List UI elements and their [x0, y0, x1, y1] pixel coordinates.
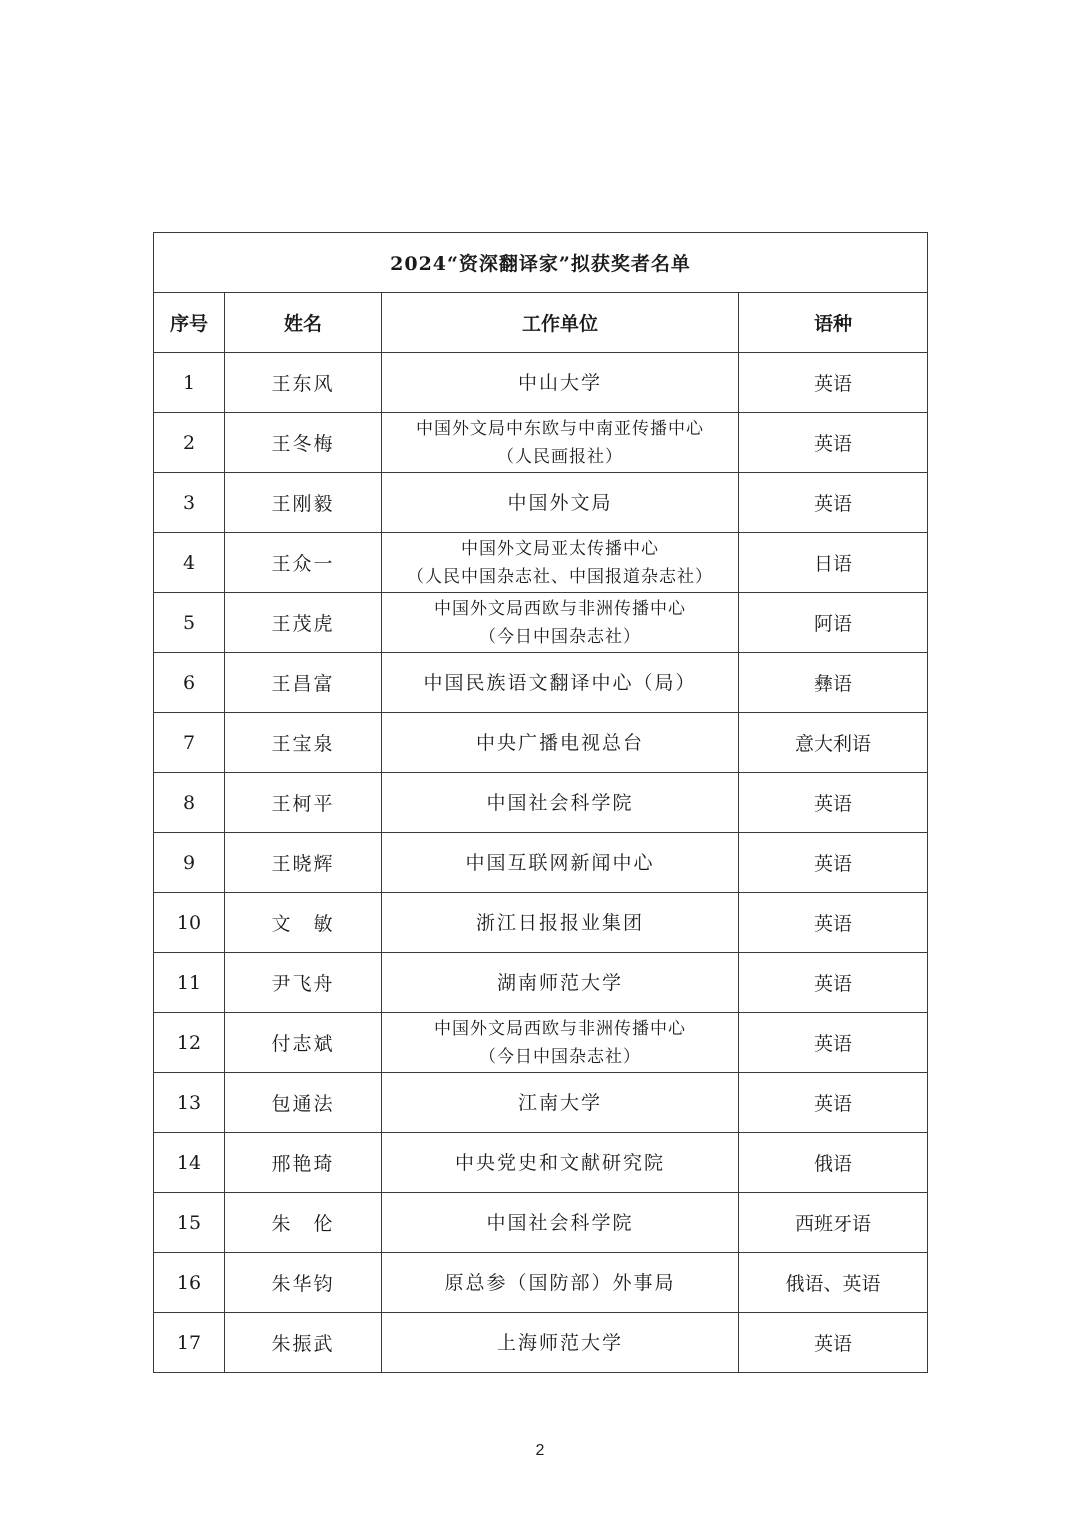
- row-language: 英语: [739, 1013, 928, 1073]
- header-name: 姓名: [225, 293, 382, 353]
- row-unit-line: 中国民族语文翻译中心（局）: [423, 671, 697, 694]
- row-index: 8: [154, 773, 225, 833]
- row-unit: [382, 533, 739, 593]
- table-row: [154, 653, 928, 713]
- row-language: 英语: [739, 353, 928, 413]
- table-title: 2024“资深翻译家”拟获奖者名单: [154, 233, 928, 293]
- row-name: 朱 伦: [225, 1193, 382, 1253]
- row-language: 英语: [739, 413, 928, 473]
- row-language: 意大利语: [739, 713, 928, 773]
- row-unit-line: 上海师范大学: [496, 1331, 623, 1354]
- row-unit-line: 中国外文局亚太传播中心: [461, 538, 659, 559]
- row-name: 邢艳琦: [225, 1133, 382, 1193]
- row-unit-line: （人民中国杂志社、中国报道杂志社）: [407, 566, 713, 587]
- table-row: [154, 1013, 928, 1073]
- row-unit: [382, 473, 739, 533]
- table-row: [154, 593, 928, 653]
- row-index: 6: [154, 653, 225, 713]
- row-unit-line: 中山大学: [517, 371, 602, 394]
- table-row: [154, 773, 928, 833]
- row-index: 9: [154, 833, 225, 893]
- table-row: [154, 833, 928, 893]
- header-row: [154, 293, 928, 353]
- row-name: 王东风: [225, 353, 382, 413]
- row-unit-line: （今日中国杂志社）: [479, 626, 641, 647]
- row-language: 俄语: [739, 1133, 928, 1193]
- row-language: 英语: [739, 1073, 928, 1133]
- row-name: 王众一: [225, 533, 382, 593]
- row-unit-line: 中央党史和文献研究院: [454, 1151, 665, 1174]
- row-unit-line: （人民画报社）: [497, 446, 623, 467]
- row-language: 俄语、英语: [739, 1253, 928, 1313]
- row-unit: [382, 773, 739, 833]
- row-unit-line: 浙江日报报业集团: [475, 911, 644, 934]
- table-row: [154, 1193, 928, 1253]
- row-index: 5: [154, 593, 225, 653]
- row-unit: [382, 953, 739, 1013]
- row-name: 王刚毅: [225, 473, 382, 533]
- row-language: 英语: [739, 773, 928, 833]
- row-unit: [382, 1313, 739, 1373]
- row-unit: [382, 1073, 739, 1133]
- row-language: 阿语: [739, 593, 928, 653]
- row-unit-line: 中央广播电视总台: [475, 731, 644, 754]
- header-index: 序号: [154, 293, 225, 353]
- row-unit: [382, 893, 739, 953]
- row-index: 12: [154, 1013, 225, 1073]
- row-name: 王茂虎: [225, 593, 382, 653]
- row-index: 1: [154, 353, 225, 413]
- row-index: 10: [154, 893, 225, 953]
- row-unit: [382, 353, 739, 413]
- row-unit: [382, 413, 739, 473]
- row-unit: [382, 1193, 739, 1253]
- row-unit-line: （今日中国杂志社）: [479, 1046, 641, 1067]
- row-unit-line: 中国互联网新闻中心: [465, 851, 655, 874]
- table-row: [154, 893, 928, 953]
- row-language: 英语: [739, 1313, 928, 1373]
- row-unit-line: 中国外文局西欧与非洲传播中心: [434, 598, 686, 619]
- row-unit-line: 中国外文局西欧与非洲传播中心: [434, 1018, 686, 1039]
- table-row: [154, 1253, 928, 1313]
- header-unit: 工作单位: [382, 293, 739, 353]
- row-unit: [382, 1133, 739, 1193]
- table-row: [154, 713, 928, 773]
- row-unit: [382, 1013, 739, 1073]
- row-name: 朱振武: [225, 1313, 382, 1373]
- row-index: 4: [154, 533, 225, 593]
- page-number: 2: [535, 1442, 545, 1459]
- table-row: [154, 1133, 928, 1193]
- row-index: 3: [154, 473, 225, 533]
- row-index: 15: [154, 1193, 225, 1253]
- row-index: 7: [154, 713, 225, 773]
- row-name: 王晓辉: [225, 833, 382, 893]
- row-name: 王宝泉: [225, 713, 382, 773]
- row-unit-line: 中国外文局中东欧与中南亚传播中心: [416, 418, 704, 439]
- row-unit-line: 中国外文局: [507, 491, 613, 514]
- table-row: [154, 533, 928, 593]
- row-unit: [382, 833, 739, 893]
- row-unit: [382, 1253, 739, 1313]
- row-name: 尹飞舟: [225, 953, 382, 1013]
- row-name: 王柯平: [225, 773, 382, 833]
- row-unit-line: 江南大学: [517, 1091, 602, 1114]
- row-unit-line: 原总参（国防部）外事局: [444, 1271, 676, 1294]
- header-language: 语种: [739, 293, 928, 353]
- row-unit: [382, 713, 739, 773]
- row-unit: [382, 593, 739, 653]
- row-index: 16: [154, 1253, 225, 1313]
- table-row: [154, 473, 928, 533]
- table-row: [154, 353, 928, 413]
- awardee-table: [153, 232, 928, 1373]
- row-language: 英语: [739, 833, 928, 893]
- row-language: 英语: [739, 953, 928, 1013]
- row-language: 日语: [739, 533, 928, 593]
- table-body: [154, 353, 928, 1373]
- table-row: [154, 1313, 928, 1373]
- row-language: 彝语: [739, 653, 928, 713]
- table-row: [154, 413, 928, 473]
- row-name: 包通法: [225, 1073, 382, 1133]
- row-index: 17: [154, 1313, 225, 1373]
- row-unit-line: 中国社会科学院: [486, 791, 634, 814]
- row-index: 14: [154, 1133, 225, 1193]
- table-row: [154, 953, 928, 1013]
- row-unit-line: 中国社会科学院: [486, 1211, 634, 1234]
- row-index: 13: [154, 1073, 225, 1133]
- row-unit: [382, 653, 739, 713]
- row-language: 英语: [739, 893, 928, 953]
- row-unit-line: 湖南师范大学: [496, 971, 623, 994]
- row-name: 付志斌: [225, 1013, 382, 1073]
- row-language: 英语: [739, 473, 928, 533]
- row-name: 王冬梅: [225, 413, 382, 473]
- row-index: 2: [154, 413, 225, 473]
- table-row: [154, 1073, 928, 1133]
- row-language: 西班牙语: [739, 1193, 928, 1253]
- row-name: 朱华钧: [225, 1253, 382, 1313]
- row-index: 11: [154, 953, 225, 1013]
- row-name: 王昌富: [225, 653, 382, 713]
- row-name: 文 敏: [225, 893, 382, 953]
